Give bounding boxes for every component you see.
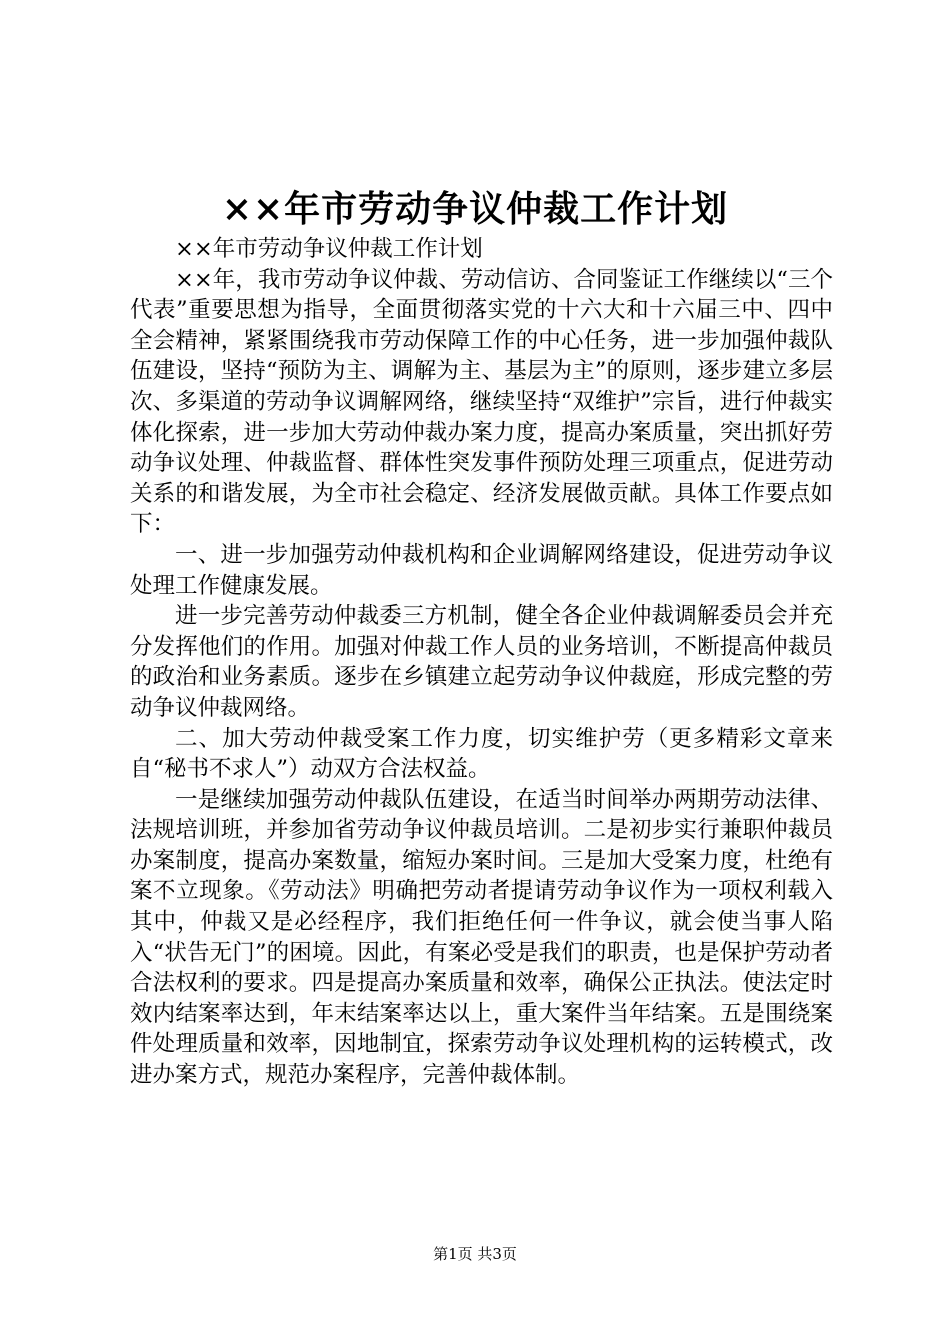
body-paragraph-section-one-content: 进一步完善劳动仲裁委三方机制，健全各企业仲裁调解委员会并充分发挥他们的作用。加强对仲裁工作人员的业务培训，不断提高仲裁员的政治和业务素质。逐步在乡镇建立起劳动争议仲裁庭，形成完整的劳动争议仲裁网络。: [130, 603, 833, 721]
page-footer: [0, 1243, 950, 1265]
body-paragraph-section-two-content: 一是继续加强劳动仲裁队伍建设，在适当时间举办两期劳动法律、法规培训班，并参加省劳动争议仲裁员培训。二是初步实行兼职仲裁员办案制度，提高办案数量，缩短办案时间。三是加大受案力度，杜绝有案不立现象。《劳动法》明确把劳动者提请劳动争议作为一项权利载入其中，仲裁又是必经程序，我们拒绝任何一件争议，就会使当事人陷入“状告无门”的困境。因此，有案必受是我们的职责，也是保护劳动者合法权利的要求。四是提高办案质量和效率，确保公正执法。使法定时效内结案率达到，年末结案率达以上，重大案件当年结案。五是围绕案件处理质量和效率，因地制宜，探索劳动争议处理机构的运转模式，改进办案方式，规范办案程序，完善仲裁体制。: [130, 786, 833, 1089]
document-title: ××年市劳动争议仲裁工作计划: [221, 188, 729, 230]
body-paragraph-section-one-heading: 一、进一步加强劳动仲裁机构和企业调解网络建设，促进劳动争议处理工作健康发展。: [130, 541, 833, 599]
body-paragraph-subtitle: ××年市劳动争议仲裁工作计划: [175, 236, 483, 262]
body-paragraph-intro: ××年，我市劳动争议仲裁、劳动信访、合同鉴证工作继续以“三个代表”重要思想为指导，全面贯彻落实党的十六大和十六届三中、四中全会精神，紧紧围绕我市劳动保障工作的中心任务，进一步加强仲裁队伍建设，坚持“预防为主、调解为主、基层为主”的原则，逐步建立多层次、多渠道的劳动争议调解网络，继续坚持“双维护”宗旨，进行仲裁实体化探索，进一步加大劳动仲裁办案力度，提高办案质量，突出抓好劳动争议处理、仲裁监督、群体性突发事件预防处理三项重点，促进劳动关系的和谐发展，为全市社会稳定、经济发展做贡献。具体工作要点如下：: [130, 266, 833, 538]
page-number-indicator: 第1页 共3页: [433, 1245, 517, 1263]
body-paragraph-section-two-heading: 二、加大劳动仲裁受案工作力度，切实维护劳（更多精彩文章来自“秘书不求人”）动双方合法权益。: [130, 725, 833, 783]
document-body: [130, 234, 833, 1091]
